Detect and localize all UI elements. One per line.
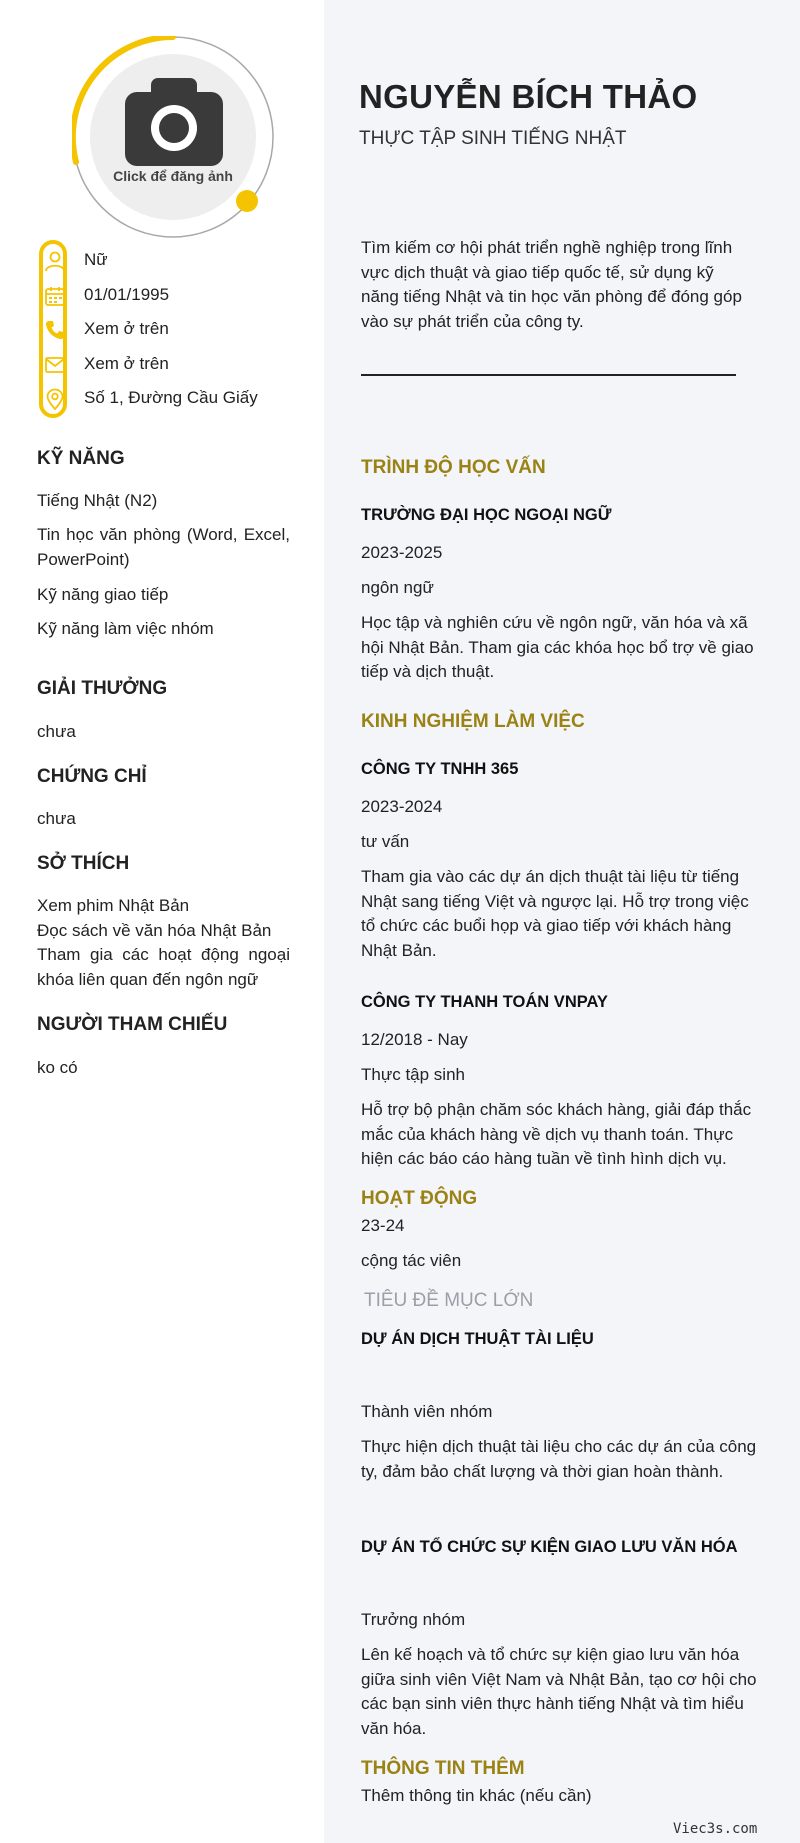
- hobby-item: Xem phim Nhật Bản: [37, 896, 190, 915]
- location-icon: [44, 388, 66, 410]
- email-icon: [44, 354, 66, 376]
- job-role: tư vấn: [361, 832, 410, 851]
- references-heading: NGƯỜI THAM CHIẾU: [37, 1014, 228, 1035]
- project-name: DỰ ÁN TỔ CHỨC SỰ KIỆN GIAO LƯU VĂN HÓA: [361, 1538, 738, 1556]
- experience-heading: KINH NGHIỆM LÀM VIỆC: [361, 711, 585, 732]
- hobby-item: Đọc sách về văn hóa Nhật Bản: [37, 921, 272, 940]
- education-heading: TRÌNH ĐỘ HỌC VẤN: [361, 457, 546, 478]
- additional-heading: THÔNG TIN THÊM: [361, 1758, 525, 1779]
- skill-item: Kỹ năng giao tiếp: [37, 585, 169, 604]
- project-description: Thực hiện dịch thuật tài liệu cho các dự án của công ty, đảm bảo chất lượng và thời gian hoàn thành.: [361, 1437, 757, 1481]
- references-text: ko có: [37, 1058, 78, 1077]
- job-company: CÔNG TY THANH TOÁN VNPAY: [361, 993, 608, 1011]
- project-name: DỰ ÁN DỊCH THUẬT TÀI LIỆU: [361, 1330, 594, 1348]
- education-major: ngôn ngữ: [361, 578, 434, 597]
- contact-address: Số 1, Đường Cầu Giấy: [84, 388, 258, 407]
- activity-role: cộng tác viên: [361, 1251, 462, 1270]
- job-role: Thực tập sinh: [361, 1065, 465, 1084]
- skill-item: Tin học văn phòng (Word, Excel, PowerPoint): [37, 525, 290, 569]
- candidate-title: THỰC TẬP SINH TIẾNG NHẬT: [359, 128, 627, 149]
- job-description: Tham gia vào các dự án dịch thuật tài liệu từ tiếng Nhật sang tiếng Việt và ngược lại. Hỗ trợ trong việc tổ chức các buổi họp và giao tiếp với khách hàng Nhật Bản.: [361, 867, 749, 960]
- summary-divider: [361, 374, 736, 376]
- camera-icon: [125, 78, 223, 166]
- job-company: CÔNG TY TNHH 365: [361, 760, 519, 778]
- phone-icon: [44, 319, 66, 341]
- education-period: 2023-2025: [361, 543, 443, 562]
- calendar-icon: [44, 285, 66, 307]
- avatar-upload-label[interactable]: Click để đăng ảnh: [113, 168, 233, 184]
- job-period: 2023-2024: [361, 797, 443, 816]
- contact-email: Xem ở trên: [84, 354, 169, 373]
- activity-period: 23-24: [361, 1216, 405, 1235]
- awards-heading: GIẢI THƯỞNG: [37, 678, 168, 699]
- career-summary: Tìm kiếm cơ hội phát triển nghề nghiệp trong lĩnh vực dịch thuật và giao tiếp quốc tế, sử dụng kỹ năng tiếng Nhật và tin học văn phòng để đóng góp vào sự phát triển của công ty.: [361, 238, 742, 331]
- contact-phone: Xem ở trên: [84, 319, 169, 338]
- projects-heading[interactable]: TIÊU ĐỀ MỤC LỚN: [364, 1290, 534, 1311]
- skill-item: Tiếng Nhật (N2): [37, 491, 158, 510]
- certificates-text: chưa: [37, 809, 76, 828]
- skill-item: Kỹ năng làm việc nhóm: [37, 619, 214, 638]
- watermark: Viec3s.com: [673, 1821, 758, 1837]
- certificates-heading: CHỨNG CHỈ: [37, 766, 147, 787]
- contact-gender: Nữ: [84, 250, 108, 269]
- job-description: Hỗ trợ bộ phận chăm sóc khách hàng, giải đáp thắc mắc của khách hàng về dịch vụ thanh toán. Thực hiện các báo cáo hàng tuần về tình hình dịch vụ.: [361, 1100, 752, 1168]
- project-role: Trưởng nhóm: [361, 1610, 466, 1629]
- education-school: TRƯỜNG ĐẠI HỌC NGOẠI NGỮ: [361, 506, 612, 524]
- activities-heading: HOẠT ĐỘNG: [361, 1188, 478, 1209]
- project-role: Thành viên nhóm: [361, 1402, 493, 1421]
- skills-heading: KỸ NĂNG: [37, 448, 125, 469]
- hobbies-heading: SỞ THÍCH: [37, 853, 130, 874]
- awards-text: chưa: [37, 722, 76, 741]
- hobby-item: Tham gia các hoạt động ngoại khóa liên quan đến ngôn ngữ: [37, 945, 290, 989]
- additional-text: Thêm thông tin khác (nếu cần): [361, 1786, 592, 1805]
- education-description: Học tập và nghiên cứu về ngôn ngữ, văn hóa và xã hội Nhật Bản. Tham gia các khóa học bổ trợ về giao tiếp và dịch thuật.: [361, 613, 754, 681]
- candidate-name: NGUYỄN BÍCH THẢO: [359, 78, 698, 115]
- user-icon: [44, 250, 66, 272]
- contact-dob: 01/01/1995: [84, 285, 170, 304]
- job-period: 12/2018 - Nay: [361, 1030, 468, 1049]
- project-description: Lên kế hoạch và tổ chức sự kiện giao lưu văn hóa giữa sinh viên Việt Nam và Nhật Bản, tạo cơ hội cho các bạn sinh viên thực hành tiếng Nhật và tìm hiểu văn hóa.: [361, 1645, 757, 1738]
